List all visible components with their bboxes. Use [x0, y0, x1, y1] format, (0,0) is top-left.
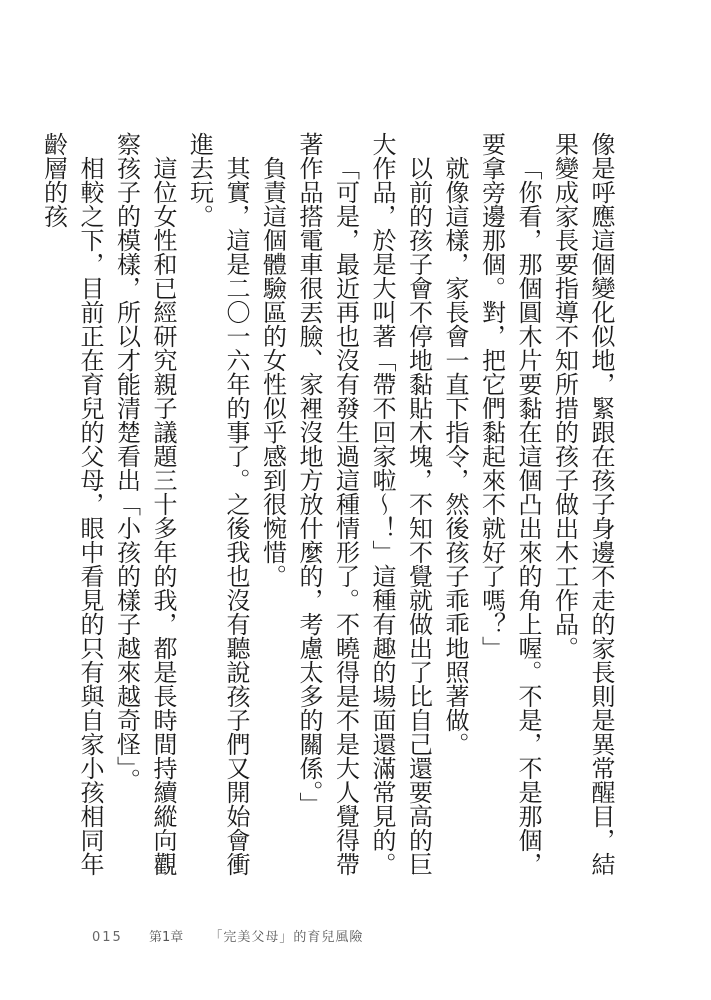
- paragraph-8: 這位女性和已經研究親子議題三十多年的我，都是長時間持續縱向觀察孩子的模樣，所以才能清楚看出「小孩的樣子越來越奇怪」。: [112, 132, 177, 876]
- paragraph-4: 以前的孩子會不停地黏貼木塊，不知不覺就做出了比自己還要高的巨大作品，於是大叫著「帶不回家啦～！」這種有趣的場面還滿常見的。: [368, 132, 433, 876]
- paragraph-1: 像是呼應這個變化似地，緊跟在孩子身邊不走的家長則是異常醒目，結果變成家長要指導不知所措的孩子做出木工作品。: [550, 132, 615, 876]
- page-footer: [92, 926, 363, 945]
- paragraph-2: 「你看，那個圓木片要黏在這個凸出來的角上喔。不是，不是那個，要拿旁邊那個。對，把它們黏起來不就好了嗎？」: [477, 132, 542, 876]
- paragraph-9: 相較之下，目前正在育兒的父母，眼中看見的只有與自家小孩相同年齡層的孩: [39, 132, 104, 876]
- paragraph-5: 「可是，最近再也沒有發生過這種情形了。不曉得是不是大人覺得帶著作品搭電車很丟臉、家裡沒地方放什麼的，考慮太多的關係。」: [295, 132, 360, 876]
- paragraph-3: 就像這樣，家長會一直下指令，然後孩子乖乖地照著做。: [441, 156, 469, 756]
- chapter-title: 「完美父母」的育兒風險: [209, 930, 364, 945]
- page-number: 015: [92, 930, 123, 945]
- paragraph-7: 其實，這是二〇一六年的事了。之後我也沒有聽說孩子們又開始會衝進去玩。: [185, 132, 250, 876]
- paragraph-6: 負責這個體驗區的女性似乎感到很惋惜。: [258, 156, 287, 588]
- body-text: [39, 132, 619, 877]
- chapter-label: 第1章: [148, 930, 184, 945]
